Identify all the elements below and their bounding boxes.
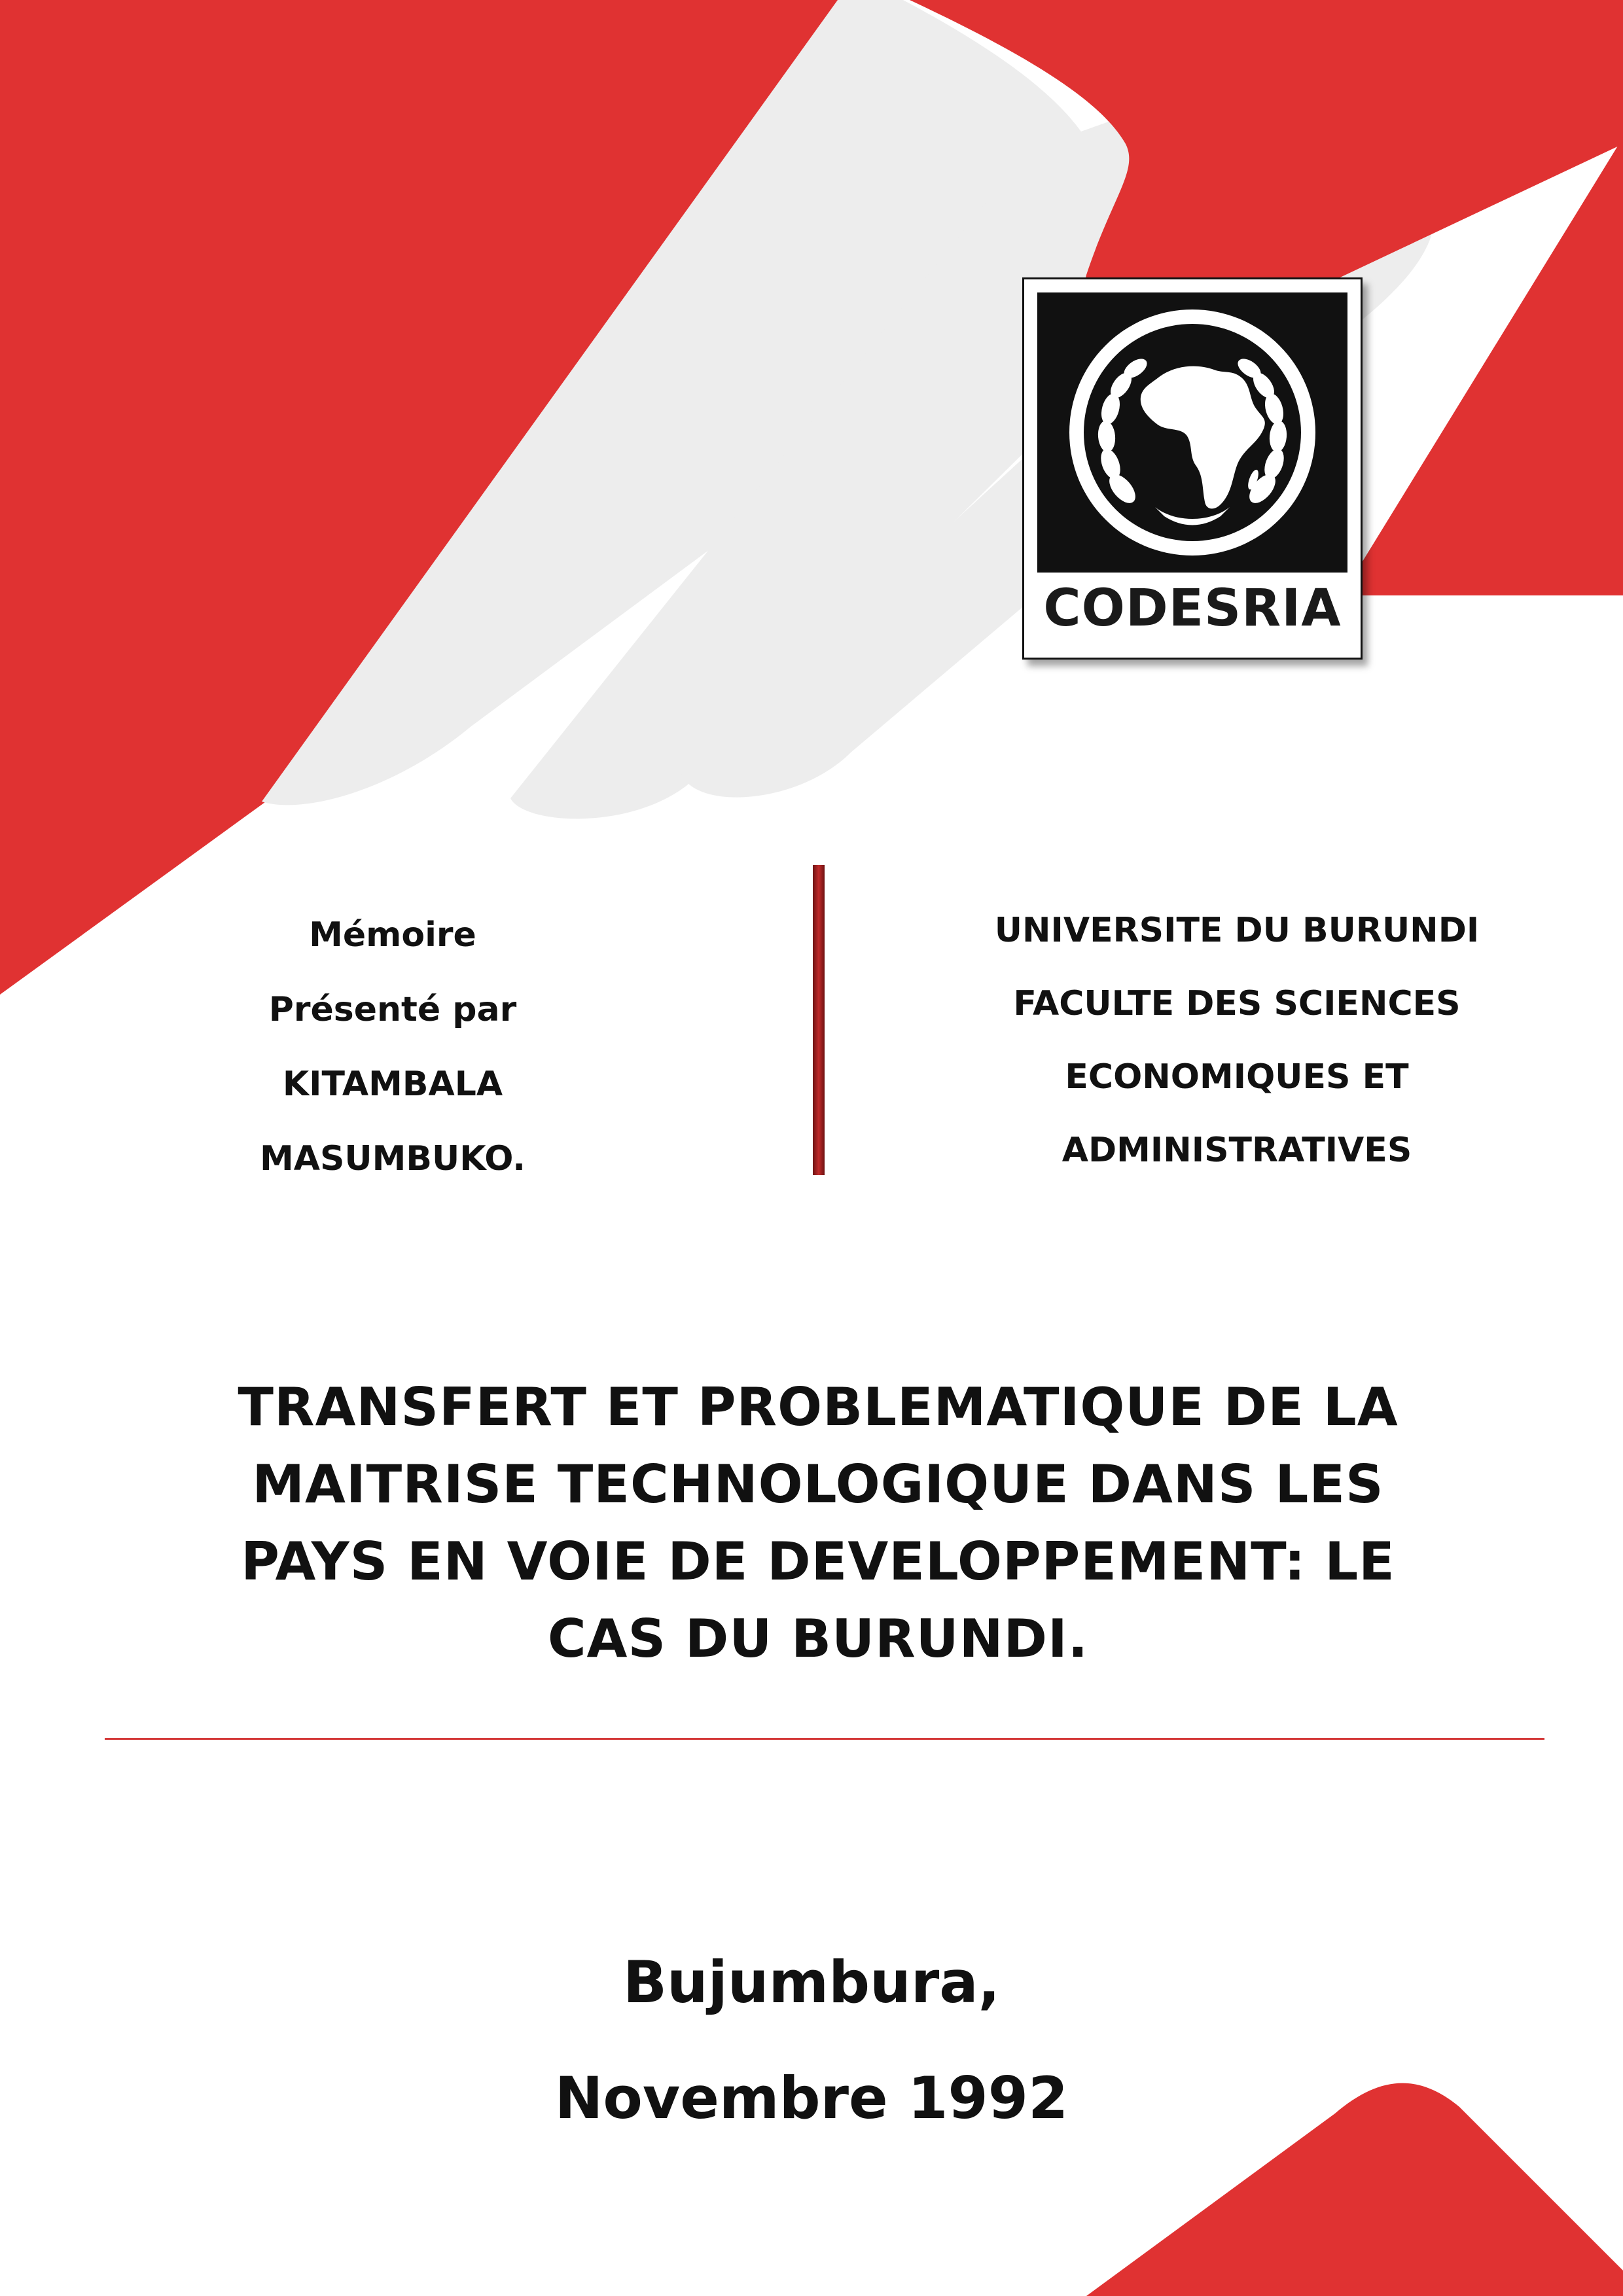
title-line-3: PAYS EN VOIE DE DEVELOPPEMENT: LE xyxy=(241,1531,1395,1592)
logo-label: CODESRIA xyxy=(1043,579,1342,638)
faculty-line-2: ECONOMIQUES ET xyxy=(1065,1057,1409,1097)
vertical-divider xyxy=(813,865,825,1175)
title-line-4: CAS DU BURUNDI. xyxy=(547,1608,1089,1669)
place: Bujumbura, xyxy=(622,1949,1001,2016)
presented-by-label: Présenté par xyxy=(268,990,517,1029)
codesria-logo xyxy=(1022,277,1363,660)
author-block xyxy=(196,898,589,1196)
faculty-line-3: ADMINISTRATIVES xyxy=(1061,1131,1412,1170)
title-line-2: MAITRISE TECHNOLOGIQUE DANS LES xyxy=(252,1454,1384,1515)
author-last-name: MASUMBUKO. xyxy=(259,1139,526,1178)
title-line-1: TRANSFERT ET PROBLEMATIQUE DE LA xyxy=(238,1377,1399,1438)
thesis-title xyxy=(151,1369,1486,1678)
author-first-name: KITAMBALA xyxy=(282,1065,503,1104)
university-name: UNIVERSITE DU BURUNDI xyxy=(994,911,1480,950)
date: Novembre 1992 xyxy=(554,2064,1069,2132)
document-type: Mémoire xyxy=(309,915,476,955)
institution-block xyxy=(910,894,1564,1187)
faculty-line-1: FACULTE DES SCIENCES xyxy=(1013,984,1461,1023)
horizontal-divider xyxy=(105,1738,1544,1740)
